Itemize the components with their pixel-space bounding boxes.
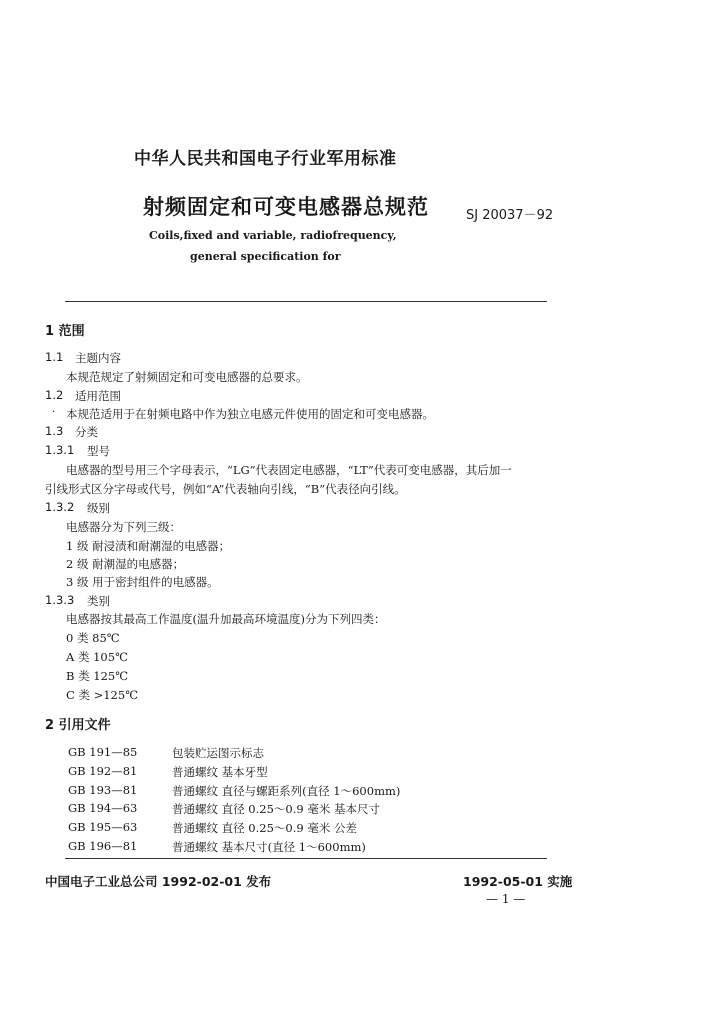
issue-date: 中国电子工业总公司 1992-02-01 发布 [45,874,272,889]
grade-item: 1 级 耐浸渍和耐潮湿的电感器； [66,539,231,553]
ref-code: GB 194—63 [68,801,138,815]
document-title: 射频固定和可变电感器总规范 [143,195,429,219]
ref-code: GB 193—81 [68,783,138,797]
ref-code: GB 195—63 [68,820,138,834]
ref-title: 普通螺纹 基本牙型 [172,765,268,779]
class-item: A 类 105℃ [66,650,128,664]
section-2-heading: 2 引用文件 [45,718,111,733]
section-1-3-1-text-line2: 引线形式区分字母或代号，例如“A”代表轴向引线，“B”代表径向引线。 [45,482,406,496]
section-1-1-text: 本规范规定了射频固定和可变电感器的总要求。 [66,370,308,384]
section-1-3-1-number: 1.3.1 [45,443,75,457]
section-1-2-text: 本规范适用于在射频电路中作为独立电感元件使用的固定和可变电感器。 [66,407,434,421]
section-1-1-number: 1.1 [45,350,64,364]
ref-code: GB 196—81 [68,839,138,853]
ref-title: 包装贮运图示标志 [172,746,264,760]
section-1-heading: 1 范围 [45,324,85,339]
section-1-3-2-intro: 电感器分为下列三级： [66,520,181,534]
ref-title: 普通螺纹 直径 0.25～0.9 毫米 公差 [172,821,358,835]
grade-item: 2 级 耐潮湿的电感器； [66,557,185,571]
class-item: 0 类 85℃ [66,631,120,645]
section-1-3-2-number: 1.3.2 [45,500,75,514]
section-1-3-1-title: 型号 [87,444,110,458]
grade-item: 3 级 用于密封组件的电感器。 [66,575,219,589]
ref-code: GB 191—85 [68,745,138,759]
english-title-line1: Coils,fixed and variable, radiofrequency, [149,229,397,242]
top-divider [65,301,547,302]
section-1-3-1-text-line1: 电感器的型号用三个字母表示，“LG”代表固定电感器，“LT”代表可变电感器，其后加一 [66,463,512,477]
section-1-3-number: 1.3 [45,424,64,438]
section-1-3-3-title: 类别 [87,594,110,608]
standard-code: SJ 20037－92 [466,208,554,223]
ref-code: GB 192—81 [68,764,138,778]
bottom-divider [65,858,547,859]
section-1-2-number: 1.2 [45,388,64,402]
section-1-3-3-intro: 电感器按其最高工作温度(温升加最高环境温度)分为下列四类： [66,612,386,626]
section-1-3-title: 分类 [75,425,98,439]
ref-title: 普通螺纹 基本尺寸(直径 1～600mm) [172,840,366,854]
effective-date: 1992-05-01 实施 [463,874,573,889]
class-item: B 类 125℃ [66,669,129,683]
section-1-1-title: 主题内容 [75,351,121,365]
scan-mark: · [52,407,56,418]
section-1-3-2-title: 级别 [87,501,110,515]
ref-title: 普通螺纹 直径与螺距系列(直径 1～600mm) [172,784,401,798]
section-1-2-title: 适用范围 [75,389,121,403]
section-1-3-3-number: 1.3.3 [45,593,75,607]
class-item: C 类 >125℃ [66,688,139,702]
page-number: — 1 — [486,892,526,906]
issuing-authority: 中华人民共和国电子行业军用标准 [134,149,397,169]
ref-title: 普通螺纹 直径 0.25～0.9 毫米 基本尺寸 [172,802,381,816]
english-title-line2: general specification for [190,250,341,263]
